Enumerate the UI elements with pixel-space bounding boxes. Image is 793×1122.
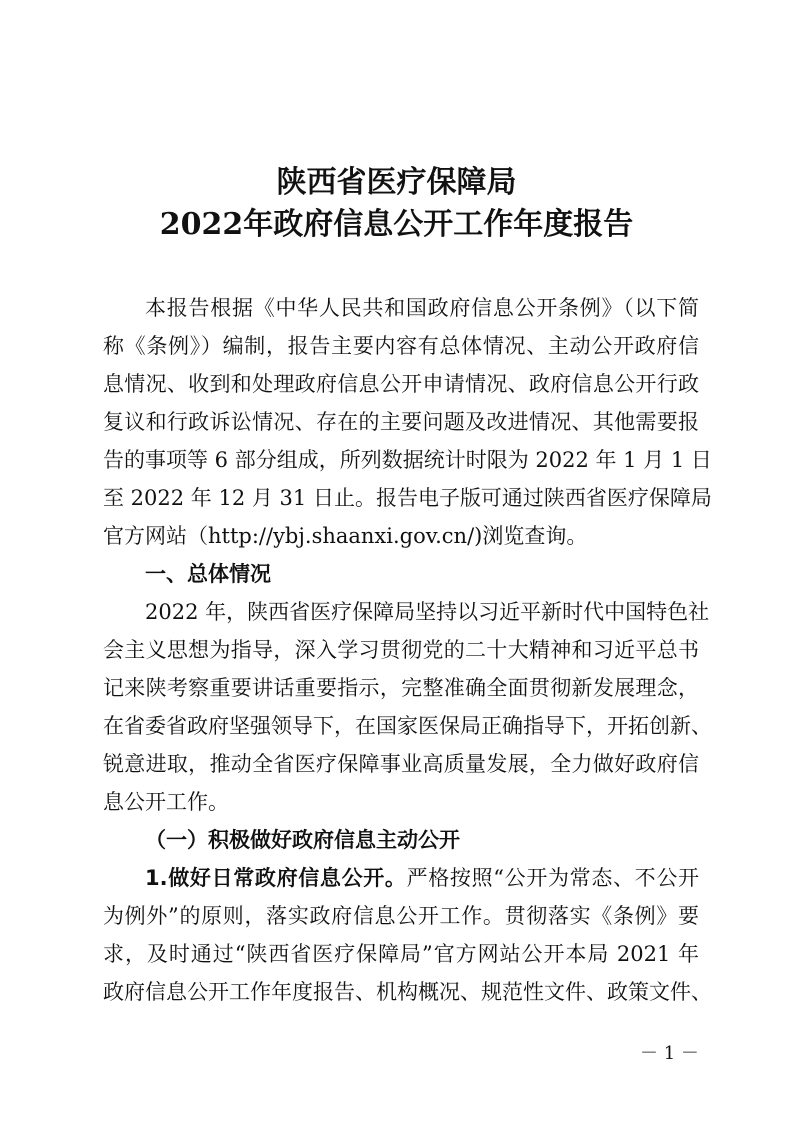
- item1-line: 政府信息公开工作年度报告、机构概况、规范性文件、政策文件、: [103, 980, 712, 1004]
- intro-line: 告的事项等 6 部分组成，所列数据统计时限为 2022 年 1 月 1 日: [103, 448, 712, 472]
- section1-line: 锐意进取，推动全省医疗保障事业高质量发展，全力做好政府信: [103, 752, 699, 776]
- document-title-line1: 陕西省医疗保障局: [276, 165, 517, 200]
- item1-first-line-rest: 严格按照“公开为常态、不公开: [406, 866, 699, 890]
- item1-line: 求，及时通过“陕西省医疗保障局”官方网站公开本局 2021 年: [103, 942, 699, 966]
- document-title-line2: 2022年政府信息公开工作年度报告: [159, 207, 634, 242]
- item1-first-line: [145, 859, 699, 897]
- section1-line: 在省委省政府坚强领导下，在国家医保局正确指导下，开拓创新、: [103, 714, 712, 738]
- intro-line: 称《条例》）编制，报告主要内容有总体情况、主动公开政府信: [103, 334, 699, 358]
- intro-line: 本报告根据《中华人民共和国政府信息公开条例》（以下简: [145, 296, 699, 320]
- section1-line: 2022 年，陕西省医疗保障局坚持以习近平新时代中国特色社: [145, 600, 710, 624]
- section1-line: 息公开工作。: [103, 790, 229, 814]
- section1-heading: 一、总体情况: [145, 562, 271, 586]
- section1-line: 记来陕考察重要讲话重要指示，完整准确全面贯彻新发展理念，: [103, 676, 699, 700]
- intro-line: 至 2022 年 12 月 31 日止。报告电子版可通过陕西省医疗保障局: [103, 486, 712, 510]
- section1-line: 会主义思想为指导，深入学习贯彻党的二十大精神和习近平总书: [103, 638, 699, 662]
- subsection1-heading: （一）积极做好政府信息主动公开: [145, 827, 460, 852]
- intro-line: 官方网站（http://ybj.shaanxi.gov.cn/)浏览查询。: [103, 524, 588, 548]
- item1-line: 为例外”的原则，落实政府信息公开工作。贯彻落实《条例》要: [103, 904, 699, 928]
- item1-lead: 1.做好日常政府信息公开。: [145, 866, 407, 890]
- intro-line: 息情况、收到和处理政府信息公开申请情况、政府信息公开行政: [103, 372, 699, 396]
- intro-line: 复议和行政诉讼情况、存在的主要问题及改进情况、其他需要报: [103, 410, 699, 434]
- page-number: － 1 －: [640, 1043, 699, 1064]
